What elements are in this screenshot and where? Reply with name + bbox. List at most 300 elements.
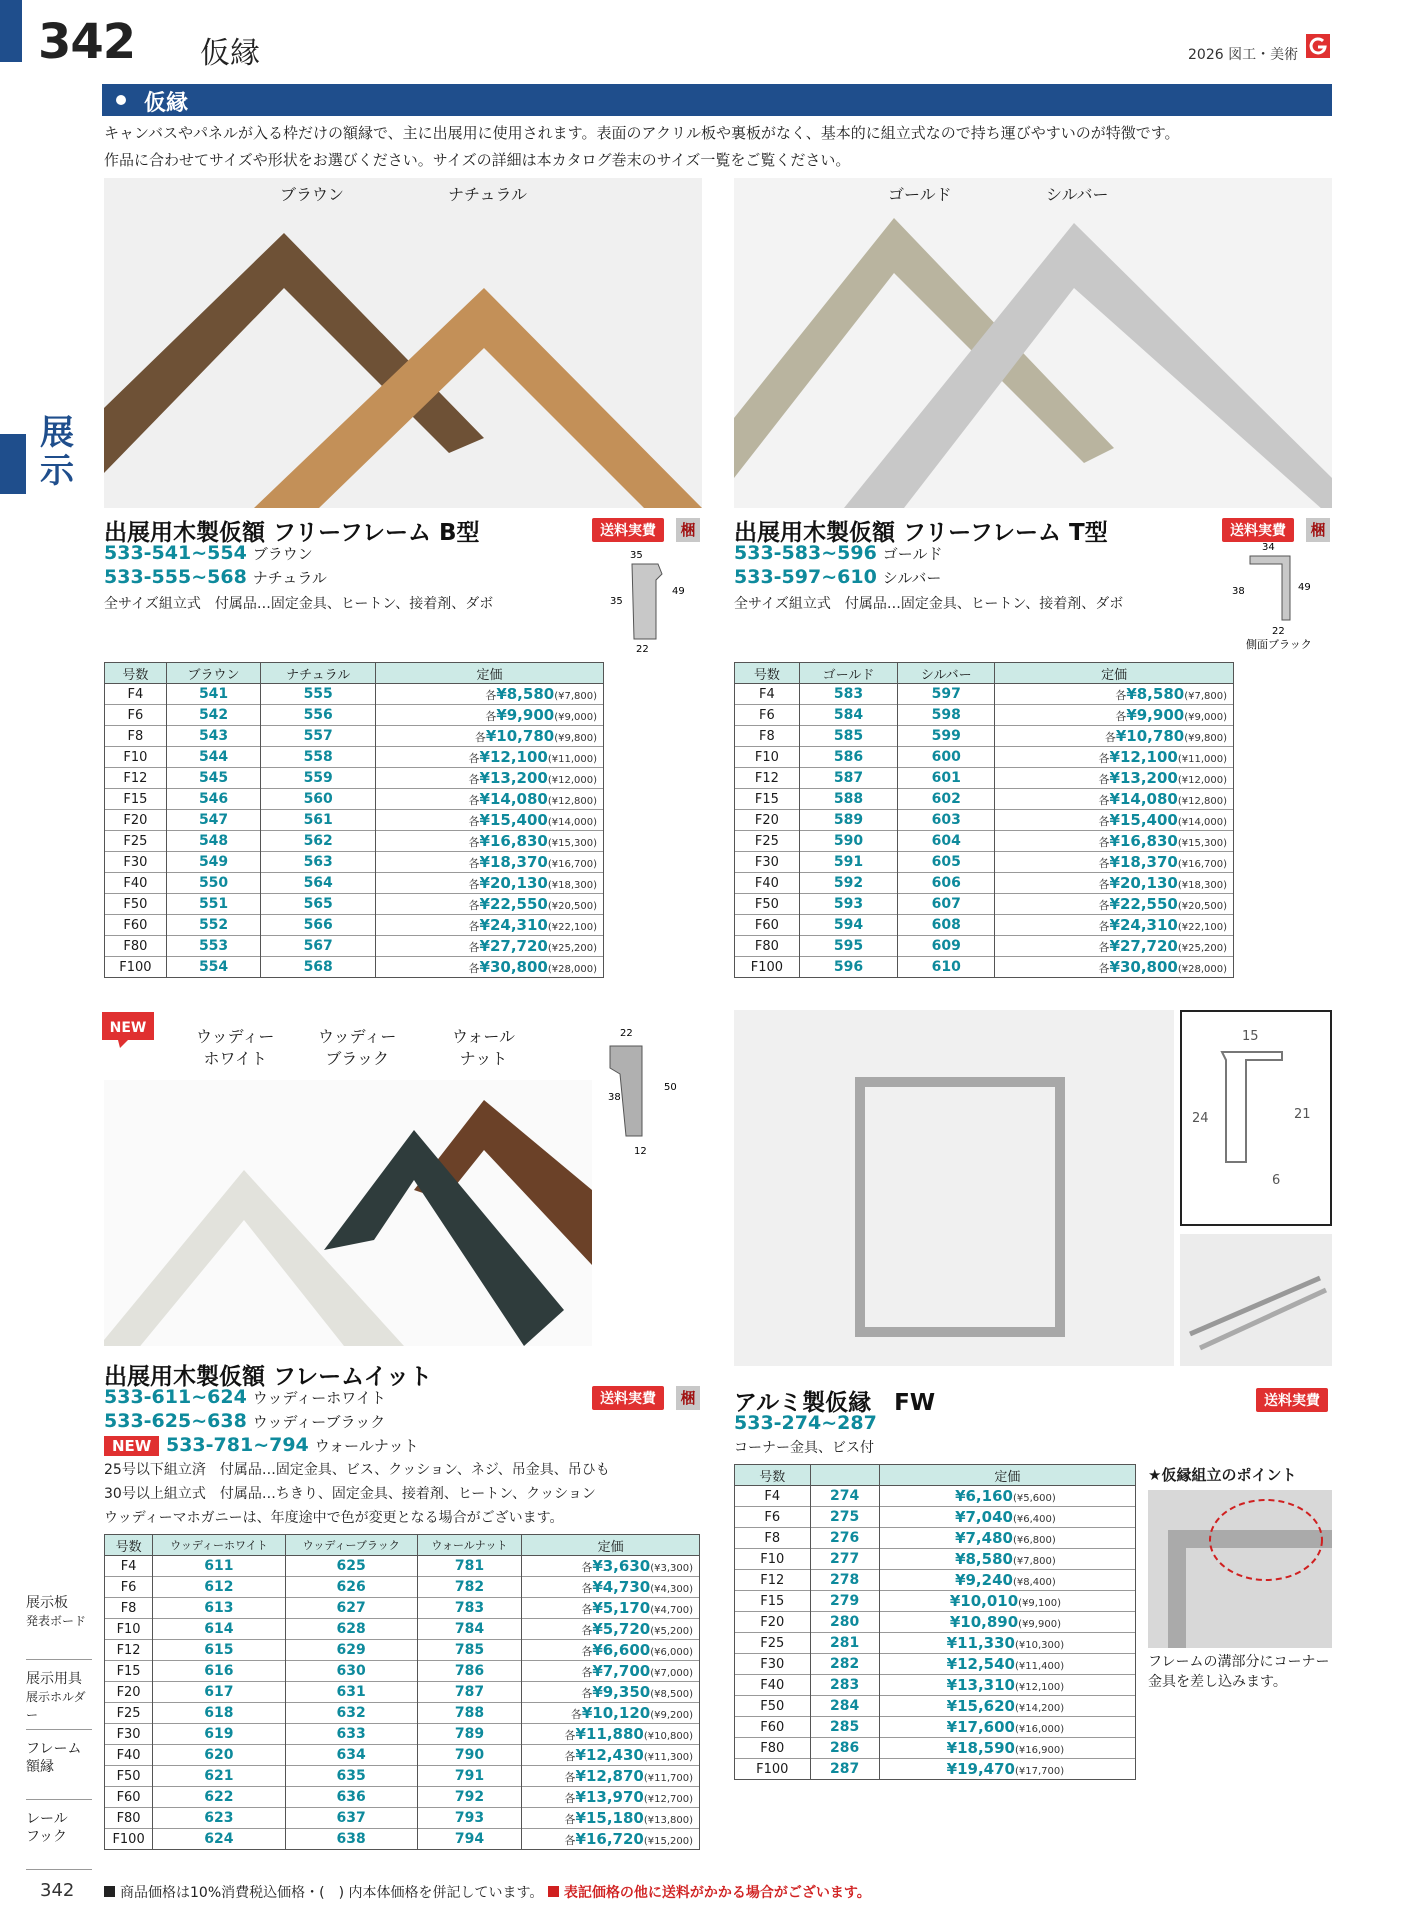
code-cell: 546 [166,789,261,810]
table-row [105,789,604,810]
svg-text:35: 35 [630,550,643,561]
table-row [735,1507,1136,1528]
code-cell: 609 [898,936,995,957]
size-cell: F6 [735,1507,811,1528]
code-cell: 608 [898,915,995,936]
code-cell: 590 [799,831,898,852]
code-cell: 542 [166,705,261,726]
table-row [735,1528,1136,1549]
code-cell: 278 [810,1570,879,1591]
price-cell: 各¥16,720(¥15,200) [522,1829,700,1850]
code-cell: 545 [166,768,261,789]
code-cell: 627 [285,1598,417,1619]
svg-text:22: 22 [620,1028,633,1039]
table-row [735,684,1234,705]
intro-text: キャンバスやパネルが入る枠だけの額縁で、主に出展用に使用されます。表面のアクリル板や裏板がなく、基本的に組立式なので持ち運びやすいのが特徴です。 作品に合わせてサイズや形状をお選びください。サイズの詳細は本カタログ巻末のサイズ一覧をご覧ください。 [104,124,1180,169]
product-code-woody-white: 533-611~624 ウッディーホワイト [104,1386,386,1408]
code-cell: 598 [898,705,995,726]
table-row [105,1808,700,1829]
price-cell: 各¥12,100(¥11,000) [376,747,604,768]
column-header: 定価 [995,663,1234,684]
table-row [105,705,604,726]
page-title: 仮縁 [200,36,260,71]
code-cell: 283 [810,1675,879,1696]
price-cell: 各¥27,720(¥25,200) [995,936,1234,957]
svg-text:50: 50 [664,1082,677,1093]
code-cell: 564 [261,873,376,894]
code-cell: 614 [153,1619,286,1640]
size-cell: F8 [735,726,800,747]
column-header: ナチュラル [261,663,376,684]
size-cell: F40 [735,1675,811,1696]
code-cell: 633 [285,1724,417,1745]
price-cell: 各¥13,970(¥12,700) [522,1787,700,1808]
code-cell: 624 [153,1829,286,1850]
code-cell: 791 [417,1766,522,1787]
code-cell: 631 [285,1682,417,1703]
code-cell: 793 [417,1808,522,1829]
svg-text:22: 22 [1272,626,1285,637]
side-menu-item-frame[interactable]: フレーム 額縁 [26,1730,92,1800]
price-cell: 各¥27,720(¥25,200) [376,936,604,957]
size-cell: F20 [105,1682,153,1703]
code-cell: 610 [898,957,995,978]
product-note: コーナー金具、ビス付 [734,1440,874,1456]
code-cell: 604 [898,831,995,852]
code-cell: 630 [285,1661,417,1682]
code-cell: 554 [166,957,261,978]
table-row [735,1612,1136,1633]
price-cell: 各¥14,080(¥12,800) [995,789,1234,810]
table-row [735,957,1234,978]
code-cell: 553 [166,936,261,957]
code-cell: 625 [285,1556,417,1577]
product-code-silver: 533-597~610 シルバー [734,566,942,588]
size-cell: F25 [735,1633,811,1654]
table-row [105,1829,700,1850]
table-row [105,936,604,957]
code-cell: 615 [153,1640,286,1661]
price-cell: 各¥5,170(¥4,700) [522,1598,700,1619]
code-cell: 790 [417,1745,522,1766]
code-cell: 568 [261,957,376,978]
price-cell: 各¥10,780(¥9,800) [995,726,1234,747]
table-row [735,1717,1136,1738]
size-cell: F15 [105,789,167,810]
size-cell: F100 [105,1829,153,1850]
code-cell: 595 [799,936,898,957]
svg-text:35: 35 [610,596,623,607]
code-cell: 280 [810,1612,879,1633]
shipping-badge: 送料実費 [592,1386,664,1410]
price-cell: 各¥8,580(¥7,800) [995,684,1234,705]
side-menu [26,1590,92,1870]
code-cell: 618 [153,1703,286,1724]
size-cell: F4 [105,684,167,705]
column-header: ブラウン [166,663,261,684]
shipping-badge: 送料実費 [1222,518,1294,542]
code-cell: 636 [285,1787,417,1808]
product-code-aluminum: 533-274~287 [734,1412,877,1434]
size-cell: F8 [105,1598,153,1619]
svg-text:6: 6 [1272,1173,1281,1188]
size-cell: F25 [735,831,800,852]
code-cell: 602 [898,789,995,810]
table-row [735,789,1234,810]
price-cell: ¥18,590(¥16,900) [879,1738,1135,1759]
product-photo-b-type [104,178,702,508]
code-cell: 622 [153,1787,286,1808]
code-cell: 792 [417,1787,522,1808]
svg-text:34: 34 [1262,542,1275,553]
size-cell: F12 [105,1640,153,1661]
column-header: ウッディーブラック [285,1535,417,1556]
code-cell: 635 [285,1766,417,1787]
assembly-image [1148,1490,1332,1648]
price-cell: ¥13,310(¥12,100) [879,1675,1135,1696]
code-cell: 617 [153,1682,286,1703]
product-code-gold: 533-583~596 ゴールド [734,542,943,564]
code-cell: 794 [417,1829,522,1850]
assembly-point-text: フレームの溝部分にコーナー金具を差し込みます。 [1148,1654,1330,1690]
column-header: ゴールド [799,663,898,684]
price-cell: 各¥30,800(¥28,000) [376,957,604,978]
table-row [105,768,604,789]
table-row [105,1577,700,1598]
column-header [810,1465,879,1486]
size-cell: F12 [105,768,167,789]
price-cell: 各¥6,600(¥6,000) [522,1640,700,1661]
code-cell: 548 [166,831,261,852]
price-cell: 各¥9,900(¥9,000) [376,705,604,726]
shipping-badge: 送料実費 [1256,1388,1328,1412]
size-cell: F4 [735,1486,811,1507]
table-row [735,768,1234,789]
code-cell: 287 [810,1759,879,1780]
code-cell: 558 [261,747,376,768]
code-cell: 557 [261,726,376,747]
new-burst-icon [98,1006,158,1050]
size-cell: F15 [105,1661,153,1682]
table-row [105,1661,700,1682]
product-note: 25号以下組立済 付属品…固定金具、ビス、クッション、ネジ、吊金具、吊ひも 30号以上組立式 付属品…ちきり、固定金具、接着剤、ヒートン、クッション ウッディーマホガニーは、年度途中で色が変更となる場合がございます。 [104,1462,610,1526]
table-row [735,873,1234,894]
size-cell: F25 [105,831,167,852]
code-cell: 560 [261,789,376,810]
price-cell: 各¥22,550(¥20,500) [995,894,1234,915]
column-header: 定価 [522,1535,700,1556]
svg-text:24: 24 [1192,1111,1209,1126]
code-cell: 561 [261,810,376,831]
code-cell: 586 [799,747,898,768]
footer-page-number: 342 [40,1880,75,1901]
table-row [735,747,1234,768]
table-row [735,1486,1136,1507]
code-cell: 626 [285,1577,417,1598]
packing-badge: 梱 [1306,518,1330,542]
table-row [105,1556,700,1577]
price-cell: 各¥8,580(¥7,800) [376,684,604,705]
code-cell: 284 [810,1696,879,1717]
code-cell: 606 [898,873,995,894]
table-row [105,810,604,831]
color-label-walnut: ウォール ナット [452,1027,516,1068]
table-row [105,684,604,705]
product-code-walnut: NEW 533-781~794 ウォールナット [104,1434,419,1456]
size-cell: F12 [735,1570,811,1591]
table-row [735,1633,1136,1654]
code-cell: 788 [417,1703,522,1724]
table-row [105,747,604,768]
color-label-silver: シルバー [1046,185,1109,204]
product-code-brown: 533-541~554 ブラウン [104,542,313,564]
corner-rods-image [1180,1234,1332,1366]
size-cell: F60 [105,915,167,936]
table-row [735,1591,1136,1612]
table-row [105,957,604,978]
code-cell: 583 [799,684,898,705]
product-note: 全サイズ組立式 付属品…固定金具、ヒートン、接着剤、ダボ [734,596,1124,612]
price-cell: 各¥20,130(¥18,300) [376,873,604,894]
size-cell: F60 [735,1717,811,1738]
code-cell: 276 [810,1528,879,1549]
size-cell: F20 [105,810,167,831]
price-cell: 各¥9,900(¥9,000) [995,705,1234,726]
product-title-b-type: 出展用木製仮額 フリーフレーム B型 [104,520,480,546]
table-row [735,705,1234,726]
size-cell: F40 [735,873,800,894]
price-cell: 各¥15,400(¥14,000) [995,810,1234,831]
code-cell: 547 [166,810,261,831]
corner-hardware-photo [1180,1234,1332,1366]
code-cell: 286 [810,1738,879,1759]
price-cell: 各¥14,080(¥12,800) [376,789,604,810]
size-cell: F60 [105,1787,153,1808]
price-cell: 各¥9,350(¥8,500) [522,1682,700,1703]
price-cell: 各¥12,870(¥11,700) [522,1766,700,1787]
column-header: ウォールナット [417,1535,522,1556]
table-row [735,1696,1136,1717]
price-cell: 各¥24,310(¥22,100) [376,915,604,936]
product-photo-aluminum [734,1010,1174,1366]
code-cell: 541 [166,684,261,705]
svg-text:側面ブラック: 側面ブラック [1246,638,1312,651]
side-menu-item-board[interactable]: 展示板 発表ボード [26,1590,92,1660]
code-cell: 613 [153,1598,286,1619]
frame-corner-image-metal [734,178,1332,508]
svg-text:21: 21 [1294,1107,1311,1122]
code-cell: 629 [285,1640,417,1661]
svg-text:38: 38 [1232,586,1245,597]
packing-badge: 梱 [676,1386,700,1410]
side-menu-item-rail[interactable]: レール フック [26,1800,92,1870]
color-label-brown: ブラウン [280,185,345,204]
code-cell: 597 [898,684,995,705]
assembly-point-title: ★仮縁組立のポイント [1148,1466,1297,1484]
code-cell: 285 [810,1717,879,1738]
side-menu-item-tools[interactable]: 展示用具 展示ホルダー [26,1660,92,1730]
price-cell: 各¥24,310(¥22,100) [995,915,1234,936]
code-cell: 275 [810,1507,879,1528]
price-cell: 各¥12,430(¥11,300) [522,1745,700,1766]
frame-corner-image [104,178,702,508]
table-row [735,831,1234,852]
svg-text:12: 12 [634,1146,647,1157]
code-cell: 281 [810,1633,879,1654]
table-row [735,1675,1136,1696]
code-cell: 612 [153,1577,286,1598]
code-cell: 603 [898,810,995,831]
code-cell: 550 [166,873,261,894]
price-cell: 各¥15,180(¥13,800) [522,1808,700,1829]
size-cell: F10 [105,1619,153,1640]
brand-logo-icon [1306,34,1330,58]
svg-text:15: 15 [1242,1029,1259,1044]
header-bar [0,0,22,62]
code-cell: 601 [898,768,995,789]
color-label-natural: ナチュラル [448,185,528,204]
aluminum-frame-image [734,1010,1174,1366]
size-cell: F8 [735,1528,811,1549]
packing-badge: 梱 [676,518,700,542]
price-cell: 各¥15,400(¥14,000) [376,810,604,831]
side-tab-marker [0,434,26,494]
code-cell: 789 [417,1724,522,1745]
code-cell: 279 [810,1591,879,1612]
price-cell: ¥15,620(¥14,200) [879,1696,1135,1717]
price-cell: 各¥11,880(¥10,800) [522,1724,700,1745]
footer-note: 商品価格は10%消費税込価格・( ) 内本体価格を併記しています。 表記価格の他に送料がかかる場合がございます。 [104,1882,871,1902]
product-title-frameit: 出展用木製仮額 フレームイット [104,1364,433,1390]
cross-section-diagram [1226,540,1332,654]
code-cell: 607 [898,894,995,915]
price-cell: ¥19,470(¥17,700) [879,1759,1135,1780]
table-row [735,1570,1136,1591]
code-cell: 638 [285,1829,417,1850]
table-row [735,936,1234,957]
size-cell: F30 [105,1724,153,1745]
code-cell: 566 [261,915,376,936]
price-table-frameit [104,1534,700,1850]
code-cell: 592 [799,873,898,894]
price-table-b-type [104,662,604,978]
size-cell: F4 [735,684,800,705]
size-cell: F80 [105,936,167,957]
code-cell: 623 [153,1808,286,1829]
aluminum-profile-diagram [1180,1010,1332,1226]
size-cell: F100 [735,1759,811,1780]
price-cell: ¥10,890(¥9,900) [879,1612,1135,1633]
code-cell: 567 [261,936,376,957]
code-cell: 787 [417,1682,522,1703]
size-cell: F50 [735,1696,811,1717]
price-table-t-type [734,662,1234,978]
new-badge [98,1006,158,1054]
product-photo-frameit [104,1080,592,1346]
price-cell: 各¥10,780(¥9,800) [376,726,604,747]
price-cell: ¥17,600(¥16,000) [879,1717,1135,1738]
size-cell: F40 [105,1745,153,1766]
table-row [735,1549,1136,1570]
price-cell: 各¥18,370(¥16,700) [995,852,1234,873]
code-cell: 556 [261,705,376,726]
table-row [105,1745,700,1766]
size-cell: F60 [735,915,800,936]
code-cell: 589 [799,810,898,831]
price-cell: 各¥30,800(¥28,000) [995,957,1234,978]
color-label-woody-white: ウッディー ホワイト [196,1027,275,1068]
table-row [735,726,1234,747]
table-row [735,852,1234,873]
size-cell: F80 [735,936,800,957]
price-cell: ¥7,480(¥6,800) [879,1528,1135,1549]
size-cell: F8 [105,726,167,747]
size-cell: F80 [735,1738,811,1759]
product-code-woody-black: 533-625~638 ウッディーブラック [104,1410,386,1432]
price-table-aluminum [734,1464,1136,1780]
code-cell: 555 [261,684,376,705]
table-row [105,1619,700,1640]
code-cell: 591 [799,852,898,873]
product-title-aluminum: アルミ製仮縁 FW [734,1390,936,1416]
page-number: 342 [38,14,136,70]
table-row [735,1759,1136,1780]
code-cell: 786 [417,1661,522,1682]
price-cell: 各¥16,830(¥15,300) [995,831,1234,852]
code-cell: 600 [898,747,995,768]
code-cell: 282 [810,1654,879,1675]
code-cell: 551 [166,894,261,915]
price-cell: 各¥7,700(¥7,000) [522,1661,700,1682]
table-row [105,1682,700,1703]
code-cell: 621 [153,1766,286,1787]
table-row [105,1787,700,1808]
code-cell: 785 [417,1640,522,1661]
code-cell: 277 [810,1549,879,1570]
table-row [105,726,604,747]
code-cell: 593 [799,894,898,915]
code-cell: 549 [166,852,261,873]
code-cell: 634 [285,1745,417,1766]
price-cell: 各¥12,100(¥11,000) [995,747,1234,768]
size-cell: F30 [105,852,167,873]
code-cell: 559 [261,768,376,789]
catalog-name: 2026 図工・美術 [1188,47,1299,63]
price-cell: 各¥4,730(¥4,300) [522,1577,700,1598]
table-row [735,810,1234,831]
code-cell: 605 [898,852,995,873]
size-cell: F80 [105,1808,153,1829]
size-cell: F50 [105,1766,153,1787]
size-cell: F50 [735,894,800,915]
assembly-point-photo [1148,1490,1332,1648]
size-cell: F15 [735,789,800,810]
section-heading: 仮縁 [102,84,1332,116]
code-cell: 543 [166,726,261,747]
code-cell: 587 [799,768,898,789]
frame-corner-image-frameit [104,1080,592,1346]
size-cell: F20 [735,810,800,831]
product-code-natural: 533-555~568 ナチュラル [104,566,327,588]
code-cell: 562 [261,831,376,852]
column-header: 号数 [735,1465,811,1486]
code-cell: 274 [810,1486,879,1507]
code-cell: 781 [417,1556,522,1577]
price-cell: ¥7,040(¥6,400) [879,1507,1135,1528]
size-cell: F10 [735,747,800,768]
column-header: シルバー [898,663,995,684]
size-cell: F10 [735,1549,811,1570]
